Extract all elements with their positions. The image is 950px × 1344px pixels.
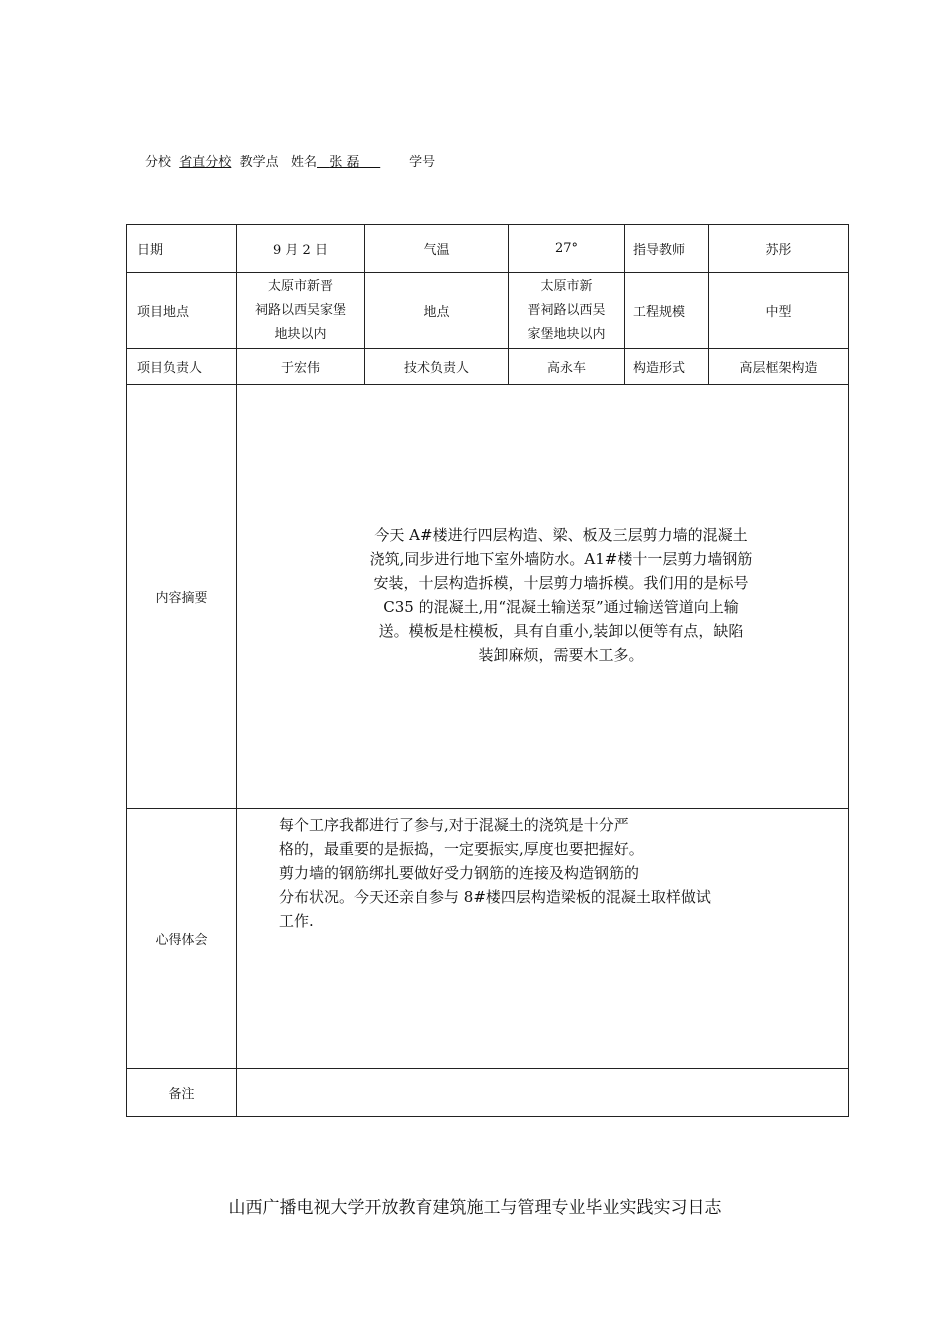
teacher-value: 苏彤 — [709, 225, 849, 273]
remarks-cell — [237, 1069, 849, 1117]
project-location-label: 项目地点 — [127, 273, 237, 349]
content-summary-label: 内容摘要 — [127, 385, 237, 809]
date-value: 9 月 2 日 — [237, 225, 365, 273]
table-row — [127, 809, 849, 1069]
place-label: 地点 — [365, 273, 509, 349]
date-label: 日期 — [127, 225, 237, 273]
project-manager-label: 项目负责人 — [127, 349, 237, 385]
name-value: 张 磊 — [329, 155, 360, 170]
insight-text: 每个工序我都进行了参与,对于混凝土的浇筑是十分严 格的，最重要的是振捣，一定要振实,厚度也要把握好。 剪力墙的钢筋绑扎要做好受力钢筋的连接及构造钢筋的 分布状况。今天还亲自参与 8#楼四层构造梁板的混凝土取样做试 工作. — [279, 816, 711, 930]
project-scale-value: 中型 — [709, 273, 849, 349]
teacher-label: 指导教师 — [625, 225, 709, 273]
name-label: 姓名 — [290, 155, 317, 170]
table-row — [127, 225, 849, 273]
school-label: 分校 — [145, 155, 172, 170]
teaching-point-label: 教学点 — [239, 155, 279, 170]
header-info — [145, 151, 435, 170]
technical-lead-value: 高永车 — [509, 349, 625, 385]
temperature-label: 气温 — [365, 225, 509, 273]
insight-label: 心得体会 — [127, 809, 237, 1069]
temperature-value: 27° — [509, 225, 625, 273]
insight-cell — [237, 809, 849, 1069]
table-row — [127, 349, 849, 385]
project-manager-value: 于宏伟 — [237, 349, 365, 385]
content-summary-text: 今天 A#楼进行四层构造、梁、板及三层剪力墙的混凝土 浇筑,同步进行地下室外墙防水。A1#楼十一层剪力墙钢筋 安装，十层构造拆模，十层剪力墙拆模。我们用的是标号 C35 的混凝土,用“混凝土输送泵”通过输送管道向上输 送。模板是柱模板，具有自重小,装卸以便等有点，缺陷 装卸麻烦，需要木工多。 — [369, 526, 753, 664]
student-id-label: 学号 — [409, 155, 436, 170]
table-row — [127, 1069, 849, 1117]
project-location-value: 太原市新晋 祠路以西吴家堡 地块以内 — [237, 273, 365, 349]
remarks-label: 备注 — [127, 1069, 237, 1117]
structure-type-label: 构造形式 — [625, 349, 709, 385]
school-value: 省直分校 — [179, 155, 232, 170]
structure-type-value: 高层框架构造 — [709, 349, 849, 385]
document-footer-title: 山西广播电视大学开放教育建筑施工与管理专业毕业实践实习日志 — [228, 1198, 722, 1218]
place-value: 太原市新 晋祠路以西吴 家堡地块以内 — [509, 273, 625, 349]
table-row — [127, 273, 849, 349]
practice-log-table — [126, 224, 849, 1117]
table-row — [127, 385, 849, 809]
content-summary-cell — [237, 385, 849, 809]
technical-lead-label: 技术负责人 — [365, 349, 509, 385]
project-scale-label: 工程规模 — [625, 273, 709, 349]
